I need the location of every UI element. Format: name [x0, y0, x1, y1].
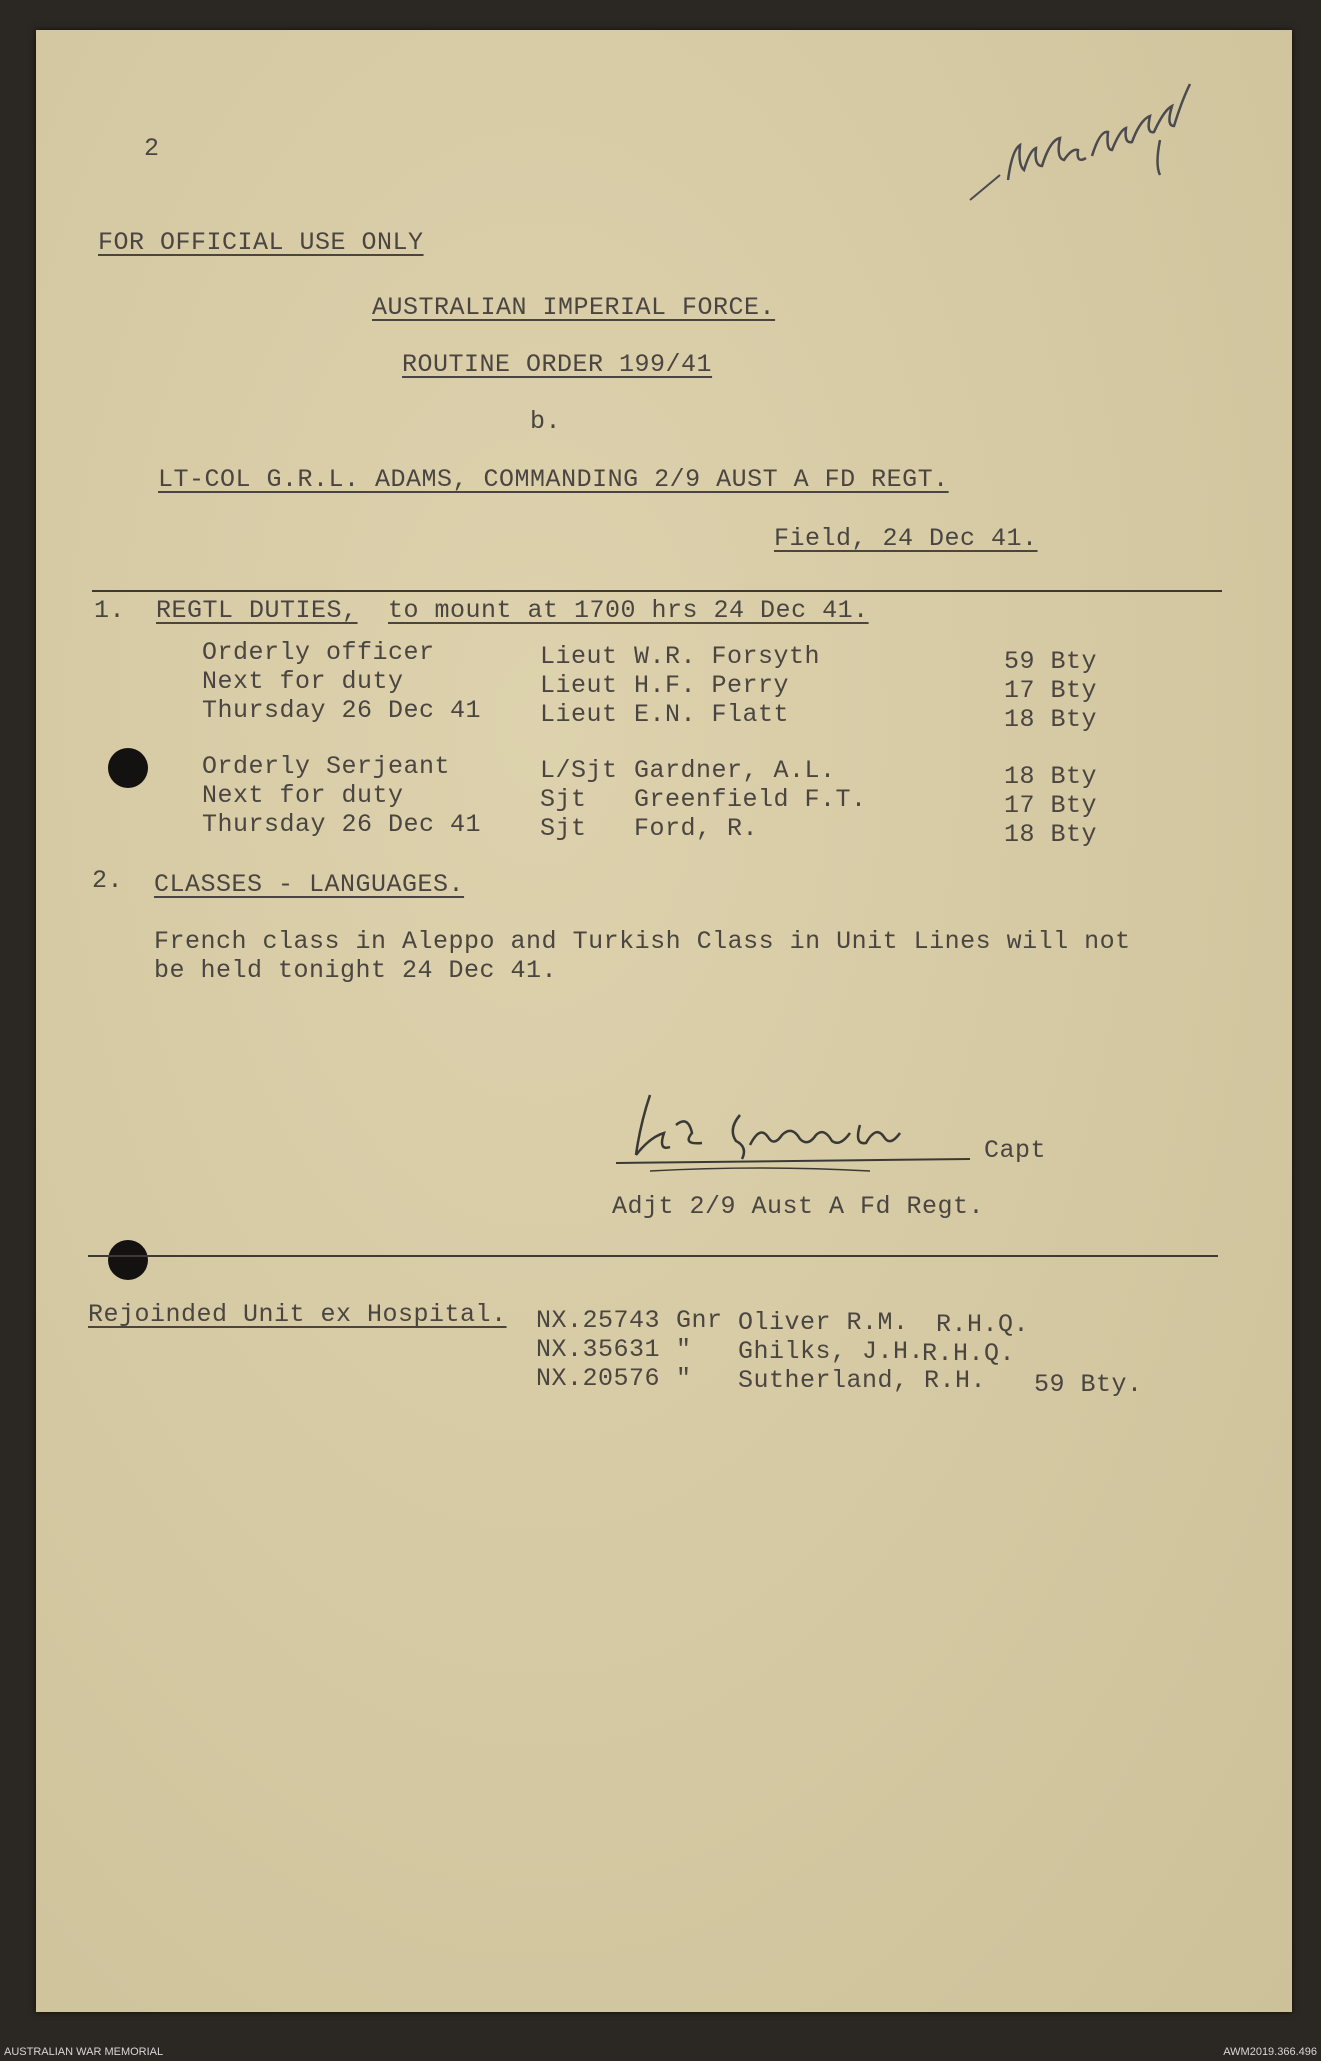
document-page: [36, 30, 1292, 2012]
duty-role: Thursday 26 Dec 41: [202, 810, 482, 839]
duty-unit: 17 Bty: [1004, 676, 1098, 705]
entry-name: Ghilks, J.H.: [738, 1337, 925, 1366]
entry-name: Oliver R.M.: [738, 1308, 909, 1337]
duty-name: Ford, R.: [634, 814, 759, 843]
punch-hole-top: [108, 748, 148, 788]
section2-number: 2.: [92, 866, 124, 895]
duty-rank: L/Sjt: [540, 756, 618, 785]
section1-number: 1.: [94, 596, 126, 625]
duty-rank: Lieut: [540, 671, 618, 700]
page-mark: 2: [144, 134, 160, 163]
duty-role: Next for duty: [202, 781, 404, 810]
rejoined-label: Rejoinded Unit ex Hospital.: [88, 1300, 507, 1329]
by-line: b.: [530, 407, 562, 436]
signature-appointment: Adjt 2/9 Aust A Fd Regt.: [612, 1192, 985, 1221]
service-number: NX.20576: [536, 1364, 661, 1393]
divider-bottom: [88, 1255, 1218, 1257]
section2-title: CLASSES - LANGUAGES.: [154, 870, 465, 899]
place-date: Field, 24 Dec 41.: [774, 524, 1038, 553]
section1-subtitle: to mount at 1700 hrs 24 Dec 41.: [388, 596, 869, 625]
duty-unit: 18 Bty: [1004, 820, 1098, 849]
commander-line: LT-COL G.R.L. ADAMS, COMMANDING 2/9 AUST A FD REGT.: [158, 465, 949, 494]
footer-accession-number: AWM2019.366.496: [1223, 2046, 1317, 2058]
signature-rank: Capt: [984, 1136, 1047, 1165]
entry-rank: ": [676, 1335, 692, 1364]
service-number: NX.35631: [536, 1335, 661, 1364]
handwritten-signature: [610, 1085, 980, 1175]
divider-top: [92, 590, 1222, 592]
punch-hole-bottom: [108, 1240, 148, 1280]
duty-rank: Lieut: [540, 700, 618, 729]
duty-role: Thursday 26 Dec 41: [202, 696, 482, 725]
duty-name: E.N. Flatt: [634, 700, 790, 729]
force-heading: AUSTRALIAN IMPERIAL FORCE.: [372, 293, 776, 322]
duty-unit: 18 Bty: [1004, 762, 1098, 791]
entry-rank: ": [676, 1364, 692, 1393]
duty-role: Orderly officer: [202, 638, 435, 667]
entry-unit: R.H.Q.: [922, 1339, 1016, 1368]
classification-heading: FOR OFFICIAL USE ONLY: [98, 228, 424, 257]
duty-unit: 59 Bty: [1004, 647, 1098, 676]
duty-rank: Sjt: [540, 785, 587, 814]
order-heading: ROUTINE ORDER 199/41: [402, 350, 713, 379]
footer-institution: AUSTRALIAN WAR MEMORIAL: [4, 2046, 164, 2058]
entry-name: Sutherland, R.H.: [738, 1366, 987, 1395]
duty-name: Gardner, A.L.: [634, 756, 836, 785]
duty-name: Greenfield F.T.: [634, 785, 867, 814]
entry-unit: R.H.Q.: [936, 1310, 1030, 1339]
duty-role: Orderly Serjeant: [202, 752, 451, 781]
entry-rank: Gnr: [676, 1306, 723, 1335]
duty-unit: 17 Bty: [1004, 791, 1098, 820]
duty-rank: Lieut: [540, 642, 618, 671]
section2-text-line1: French class in Aleppo and Turkish Class in Unit Lines will not: [154, 927, 1131, 956]
duty-name: W.R. Forsyth: [634, 642, 821, 671]
handwritten-war-diary-annotation: [960, 70, 1220, 210]
service-number: NX.25743: [536, 1306, 661, 1335]
duty-role: Next for duty: [202, 667, 404, 696]
duty-rank: Sjt: [540, 814, 587, 843]
entry-unit: 59 Bty.: [1034, 1370, 1143, 1399]
duty-name: H.F. Perry: [634, 671, 790, 700]
section2-text-line2: be held tonight 24 Dec 41.: [154, 956, 558, 985]
section1-title: REGTL DUTIES,: [156, 596, 358, 625]
duty-unit: 18 Bty: [1004, 705, 1098, 734]
